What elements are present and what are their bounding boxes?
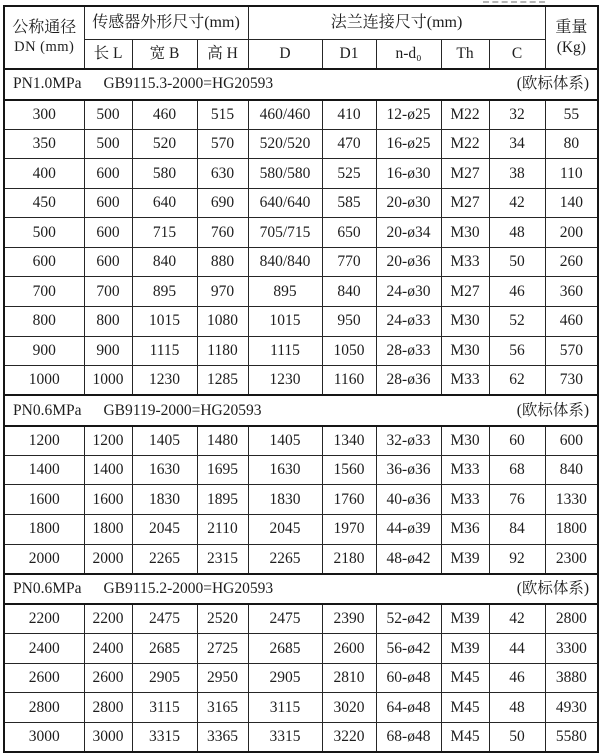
cell-th: M39 bbox=[441, 634, 489, 664]
cell-b: 1405 bbox=[132, 426, 197, 456]
cell-l: 600 bbox=[84, 159, 132, 189]
cell-weight: 4930 bbox=[545, 693, 598, 723]
table-row bbox=[4, 218, 598, 248]
cell-l: 900 bbox=[84, 336, 132, 366]
table-row bbox=[4, 455, 598, 485]
table-row bbox=[4, 634, 598, 664]
dn-label-unit: DN (mm) bbox=[14, 39, 75, 56]
cell-nd0: 64-ø48 bbox=[376, 693, 441, 723]
cell-c: 38 bbox=[489, 159, 545, 189]
cell-nd0: 20-ø36 bbox=[376, 247, 441, 277]
cell-d: 1405 bbox=[248, 426, 322, 456]
cell-c: 92 bbox=[489, 544, 545, 574]
cell-c: 32 bbox=[489, 100, 545, 130]
weight-label-cn: 重量 bbox=[555, 18, 588, 36]
col-group-flange: 法兰连接尺寸(mm) bbox=[248, 6, 545, 39]
cell-c: 50 bbox=[489, 722, 545, 752]
table-row bbox=[4, 663, 598, 693]
cell-nd0: 52-ø42 bbox=[376, 604, 441, 634]
cell-l: 2400 bbox=[84, 634, 132, 664]
cell-th: M45 bbox=[441, 722, 489, 752]
cell-b: 715 bbox=[132, 218, 197, 248]
table-row bbox=[4, 159, 598, 189]
cell-dn: 1200 bbox=[4, 426, 84, 456]
cell-th: M22 bbox=[441, 129, 489, 159]
cell-c: 34 bbox=[489, 129, 545, 159]
cell-d: 3115 bbox=[248, 693, 322, 723]
cell-d1: 2180 bbox=[322, 544, 376, 574]
cell-b: 2905 bbox=[132, 663, 197, 693]
cell-h: 970 bbox=[197, 277, 248, 307]
cell-d1: 1560 bbox=[322, 455, 376, 485]
cell-l: 800 bbox=[84, 307, 132, 337]
cell-c: 46 bbox=[489, 277, 545, 307]
cell-weight: 55 bbox=[545, 100, 598, 130]
cell-dn: 1600 bbox=[4, 485, 84, 515]
cell-d1: 2600 bbox=[322, 634, 376, 664]
cell-nd0: 56-ø42 bbox=[376, 634, 441, 664]
cell-d: 2685 bbox=[248, 634, 322, 664]
cell-l: 500 bbox=[84, 129, 132, 159]
cell-dn: 500 bbox=[4, 218, 84, 248]
spec-table bbox=[3, 5, 599, 753]
cell-c: 68 bbox=[489, 455, 545, 485]
cell-d1: 525 bbox=[322, 159, 376, 189]
table-row bbox=[4, 100, 598, 130]
cell-h: 880 bbox=[197, 247, 248, 277]
cell-c: 52 bbox=[489, 307, 545, 337]
cell-dn: 3000 bbox=[4, 722, 84, 752]
cell-c: 50 bbox=[489, 247, 545, 277]
cell-nd0: 44-ø39 bbox=[376, 514, 441, 544]
cell-b: 3315 bbox=[132, 722, 197, 752]
section-header-cell bbox=[4, 395, 598, 426]
cell-th: M22 bbox=[441, 100, 489, 130]
cell-h: 570 bbox=[197, 129, 248, 159]
cell-d1: 1050 bbox=[322, 336, 376, 366]
section-system: (欧标体系) bbox=[516, 401, 590, 419]
cell-l: 600 bbox=[84, 188, 132, 218]
cell-l: 500 bbox=[84, 100, 132, 130]
cell-nd0: 32-ø33 bbox=[376, 426, 441, 456]
section-system: (欧标体系) bbox=[516, 579, 590, 597]
cell-dn: 700 bbox=[4, 277, 84, 307]
cell-d: 2905 bbox=[248, 663, 322, 693]
cell-b: 1015 bbox=[132, 307, 197, 337]
cell-b: 1230 bbox=[132, 366, 197, 396]
cell-h: 690 bbox=[197, 188, 248, 218]
cell-d1: 2390 bbox=[322, 604, 376, 634]
table-row bbox=[4, 693, 598, 723]
cell-nd0: 12-ø25 bbox=[376, 100, 441, 130]
cell-l: 600 bbox=[84, 218, 132, 248]
scan-edge-artifact bbox=[483, 1, 545, 3]
cell-dn: 350 bbox=[4, 129, 84, 159]
cell-l: 1800 bbox=[84, 514, 132, 544]
section-pressure: PN1.0MPa bbox=[13, 75, 82, 93]
table-body bbox=[4, 69, 598, 752]
cell-weight: 1800 bbox=[545, 514, 598, 544]
cell-d1: 470 bbox=[322, 129, 376, 159]
cell-weight: 140 bbox=[545, 188, 598, 218]
cell-h: 2315 bbox=[197, 544, 248, 574]
section-standard: GB9115.2-2000=HG20593 bbox=[103, 579, 274, 597]
col-header-width: 宽 B bbox=[132, 39, 197, 69]
cell-b: 580 bbox=[132, 159, 197, 189]
cell-c: 56 bbox=[489, 336, 545, 366]
cell-c: 48 bbox=[489, 218, 545, 248]
cell-th: M30 bbox=[441, 218, 489, 248]
table-row bbox=[4, 485, 598, 515]
cell-dn: 1400 bbox=[4, 455, 84, 485]
cell-h: 3365 bbox=[197, 722, 248, 752]
cell-l: 2600 bbox=[84, 663, 132, 693]
cell-l: 1200 bbox=[84, 426, 132, 456]
cell-weight: 260 bbox=[545, 247, 598, 277]
cell-nd0: 24-ø30 bbox=[376, 277, 441, 307]
cell-dn: 300 bbox=[4, 100, 84, 130]
section-pressure: PN0.6MPa bbox=[13, 401, 82, 419]
cell-l: 600 bbox=[84, 247, 132, 277]
cell-th: M45 bbox=[441, 693, 489, 723]
cell-th: M33 bbox=[441, 485, 489, 515]
cell-h: 515 bbox=[197, 100, 248, 130]
table-row bbox=[4, 722, 598, 752]
cell-d: 1230 bbox=[248, 366, 322, 396]
cell-th: M33 bbox=[441, 247, 489, 277]
cell-b: 1830 bbox=[132, 485, 197, 515]
cell-d: 2475 bbox=[248, 604, 322, 634]
cell-h: 1080 bbox=[197, 307, 248, 337]
section-header-row bbox=[4, 395, 598, 426]
cell-b: 1115 bbox=[132, 336, 197, 366]
cell-dn: 600 bbox=[4, 247, 84, 277]
cell-l: 1400 bbox=[84, 455, 132, 485]
cell-nd0: 28-ø33 bbox=[376, 336, 441, 366]
cell-th: M39 bbox=[441, 544, 489, 574]
cell-c: 76 bbox=[489, 485, 545, 515]
table-row bbox=[4, 366, 598, 396]
cell-weight: 1330 bbox=[545, 485, 598, 515]
col-group-sensor: 传感器外形尺寸(mm) bbox=[84, 6, 248, 39]
cell-dn: 800 bbox=[4, 307, 84, 337]
section-header-cell bbox=[4, 69, 598, 100]
cell-dn: 1800 bbox=[4, 514, 84, 544]
header-row-groups bbox=[4, 6, 598, 39]
cell-h: 2520 bbox=[197, 604, 248, 634]
cell-b: 2265 bbox=[132, 544, 197, 574]
cell-weight: 840 bbox=[545, 455, 598, 485]
cell-b: 2475 bbox=[132, 604, 197, 634]
col-header-length: 长 L bbox=[84, 39, 132, 69]
cell-h: 1895 bbox=[197, 485, 248, 515]
cell-b: 2685 bbox=[132, 634, 197, 664]
cell-d1: 1160 bbox=[322, 366, 376, 396]
cell-l: 1600 bbox=[84, 485, 132, 515]
cell-weight: 2800 bbox=[545, 604, 598, 634]
cell-weight: 570 bbox=[545, 336, 598, 366]
table-row bbox=[4, 247, 598, 277]
cell-d1: 1340 bbox=[322, 426, 376, 456]
table-header bbox=[4, 6, 598, 69]
cell-c: 42 bbox=[489, 604, 545, 634]
cell-th: M36 bbox=[441, 514, 489, 544]
table-row bbox=[4, 307, 598, 337]
cell-b: 640 bbox=[132, 188, 197, 218]
cell-b: 840 bbox=[132, 247, 197, 277]
cell-d1: 410 bbox=[322, 100, 376, 130]
cell-b: 3115 bbox=[132, 693, 197, 723]
cell-d1: 585 bbox=[322, 188, 376, 218]
section-system: (欧标体系) bbox=[516, 75, 590, 93]
section-pressure: PN0.6MPa bbox=[13, 579, 82, 597]
table-row bbox=[4, 544, 598, 574]
cell-weight: 600 bbox=[545, 426, 598, 456]
cell-dn: 2800 bbox=[4, 693, 84, 723]
cell-d1: 3020 bbox=[322, 693, 376, 723]
table-row bbox=[4, 336, 598, 366]
cell-dn: 2200 bbox=[4, 604, 84, 634]
cell-h: 1695 bbox=[197, 455, 248, 485]
cell-b: 460 bbox=[132, 100, 197, 130]
cell-th: M33 bbox=[441, 366, 489, 396]
header-row-columns bbox=[4, 39, 598, 69]
cell-h: 1285 bbox=[197, 366, 248, 396]
section-header-row bbox=[4, 574, 598, 605]
cell-l: 1000 bbox=[84, 366, 132, 396]
cell-d1: 950 bbox=[322, 307, 376, 337]
cell-d1: 840 bbox=[322, 277, 376, 307]
cell-c: 44 bbox=[489, 634, 545, 664]
cell-d: 2045 bbox=[248, 514, 322, 544]
table-row bbox=[4, 129, 598, 159]
cell-d: 640/640 bbox=[248, 188, 322, 218]
col-header-th: Th bbox=[441, 39, 489, 69]
cell-b: 895 bbox=[132, 277, 197, 307]
cell-dn: 400 bbox=[4, 159, 84, 189]
col-header-c: C bbox=[489, 39, 545, 69]
cell-c: 42 bbox=[489, 188, 545, 218]
cell-b: 1630 bbox=[132, 455, 197, 485]
cell-h: 1180 bbox=[197, 336, 248, 366]
cell-d: 520/520 bbox=[248, 129, 322, 159]
cell-weight: 3880 bbox=[545, 663, 598, 693]
cell-th: M27 bbox=[441, 188, 489, 218]
cell-nd0: 20-ø30 bbox=[376, 188, 441, 218]
cell-weight: 110 bbox=[545, 159, 598, 189]
cell-nd0: 40-ø36 bbox=[376, 485, 441, 515]
cell-d: 895 bbox=[248, 277, 322, 307]
cell-h: 2950 bbox=[197, 663, 248, 693]
cell-nd0: 36-ø36 bbox=[376, 455, 441, 485]
cell-nd0: 16-ø30 bbox=[376, 159, 441, 189]
cell-d: 3315 bbox=[248, 722, 322, 752]
cell-th: M33 bbox=[441, 455, 489, 485]
cell-th: M27 bbox=[441, 159, 489, 189]
cell-c: 60 bbox=[489, 426, 545, 456]
cell-d1: 3220 bbox=[322, 722, 376, 752]
col-header-dn bbox=[4, 6, 84, 69]
table-row bbox=[4, 426, 598, 456]
cell-d: 1015 bbox=[248, 307, 322, 337]
cell-h: 2725 bbox=[197, 634, 248, 664]
cell-dn: 2400 bbox=[4, 634, 84, 664]
dn-label-cn: 公称通径 bbox=[12, 19, 77, 37]
cell-d1: 2810 bbox=[322, 663, 376, 693]
cell-d: 1630 bbox=[248, 455, 322, 485]
cell-nd0: 24-ø33 bbox=[376, 307, 441, 337]
cell-h: 2110 bbox=[197, 514, 248, 544]
section-header-cell bbox=[4, 574, 598, 605]
cell-h: 760 bbox=[197, 218, 248, 248]
cell-weight: 5580 bbox=[545, 722, 598, 752]
section-standard: GB9119-2000=HG20593 bbox=[103, 401, 262, 419]
col-header-weight bbox=[545, 6, 598, 69]
cell-nd0: 20-ø34 bbox=[376, 218, 441, 248]
cell-l: 3000 bbox=[84, 722, 132, 752]
cell-nd0: 28-ø36 bbox=[376, 366, 441, 396]
cell-c: 48 bbox=[489, 693, 545, 723]
cell-dn: 2000 bbox=[4, 544, 84, 574]
cell-l: 2800 bbox=[84, 693, 132, 723]
cell-weight: 3300 bbox=[545, 634, 598, 664]
cell-weight: 2300 bbox=[545, 544, 598, 574]
table-row bbox=[4, 277, 598, 307]
cell-weight: 730 bbox=[545, 366, 598, 396]
cell-th: M45 bbox=[441, 663, 489, 693]
cell-d: 1115 bbox=[248, 336, 322, 366]
col-header-d1: D1 bbox=[322, 39, 376, 69]
table-row bbox=[4, 188, 598, 218]
cell-d: 705/715 bbox=[248, 218, 322, 248]
cell-d: 580/580 bbox=[248, 159, 322, 189]
table-row bbox=[4, 604, 598, 634]
cell-dn: 2600 bbox=[4, 663, 84, 693]
cell-nd0: 60-ø48 bbox=[376, 663, 441, 693]
col-header-height: 高 H bbox=[197, 39, 248, 69]
cell-dn: 900 bbox=[4, 336, 84, 366]
cell-l: 700 bbox=[84, 277, 132, 307]
cell-weight: 80 bbox=[545, 129, 598, 159]
col-header-d: D bbox=[248, 39, 322, 69]
cell-th: M30 bbox=[441, 336, 489, 366]
cell-h: 630 bbox=[197, 159, 248, 189]
cell-th: M27 bbox=[441, 277, 489, 307]
section-standard: GB9115.3-2000=HG20593 bbox=[103, 75, 274, 93]
cell-d: 840/840 bbox=[248, 247, 322, 277]
cell-dn: 450 bbox=[4, 188, 84, 218]
cell-b: 2045 bbox=[132, 514, 197, 544]
cell-d1: 770 bbox=[322, 247, 376, 277]
cell-b: 520 bbox=[132, 129, 197, 159]
cell-th: M30 bbox=[441, 307, 489, 337]
cell-l: 2000 bbox=[84, 544, 132, 574]
cell-weight: 360 bbox=[545, 277, 598, 307]
cell-weight: 460 bbox=[545, 307, 598, 337]
cell-d1: 1760 bbox=[322, 485, 376, 515]
cell-d: 460/460 bbox=[248, 100, 322, 130]
cell-dn: 1000 bbox=[4, 366, 84, 396]
cell-nd0: 48-ø42 bbox=[376, 544, 441, 574]
cell-d: 2265 bbox=[248, 544, 322, 574]
cell-l: 2200 bbox=[84, 604, 132, 634]
cell-d: 1830 bbox=[248, 485, 322, 515]
cell-nd0: 16-ø25 bbox=[376, 129, 441, 159]
cell-nd0: 68-ø48 bbox=[376, 722, 441, 752]
cell-h: 1480 bbox=[197, 426, 248, 456]
cell-c: 84 bbox=[489, 514, 545, 544]
weight-label-unit: (Kg) bbox=[556, 38, 586, 56]
col-header-nd0: n-d₀ bbox=[376, 39, 441, 69]
cell-h: 3165 bbox=[197, 693, 248, 723]
cell-d1: 650 bbox=[322, 218, 376, 248]
section-header-row bbox=[4, 69, 598, 100]
cell-c: 62 bbox=[489, 366, 545, 396]
table-row bbox=[4, 514, 598, 544]
cell-c: 46 bbox=[489, 663, 545, 693]
cell-th: M39 bbox=[441, 604, 489, 634]
cell-th: M30 bbox=[441, 426, 489, 456]
cell-d1: 1970 bbox=[322, 514, 376, 544]
cell-weight: 200 bbox=[545, 218, 598, 248]
